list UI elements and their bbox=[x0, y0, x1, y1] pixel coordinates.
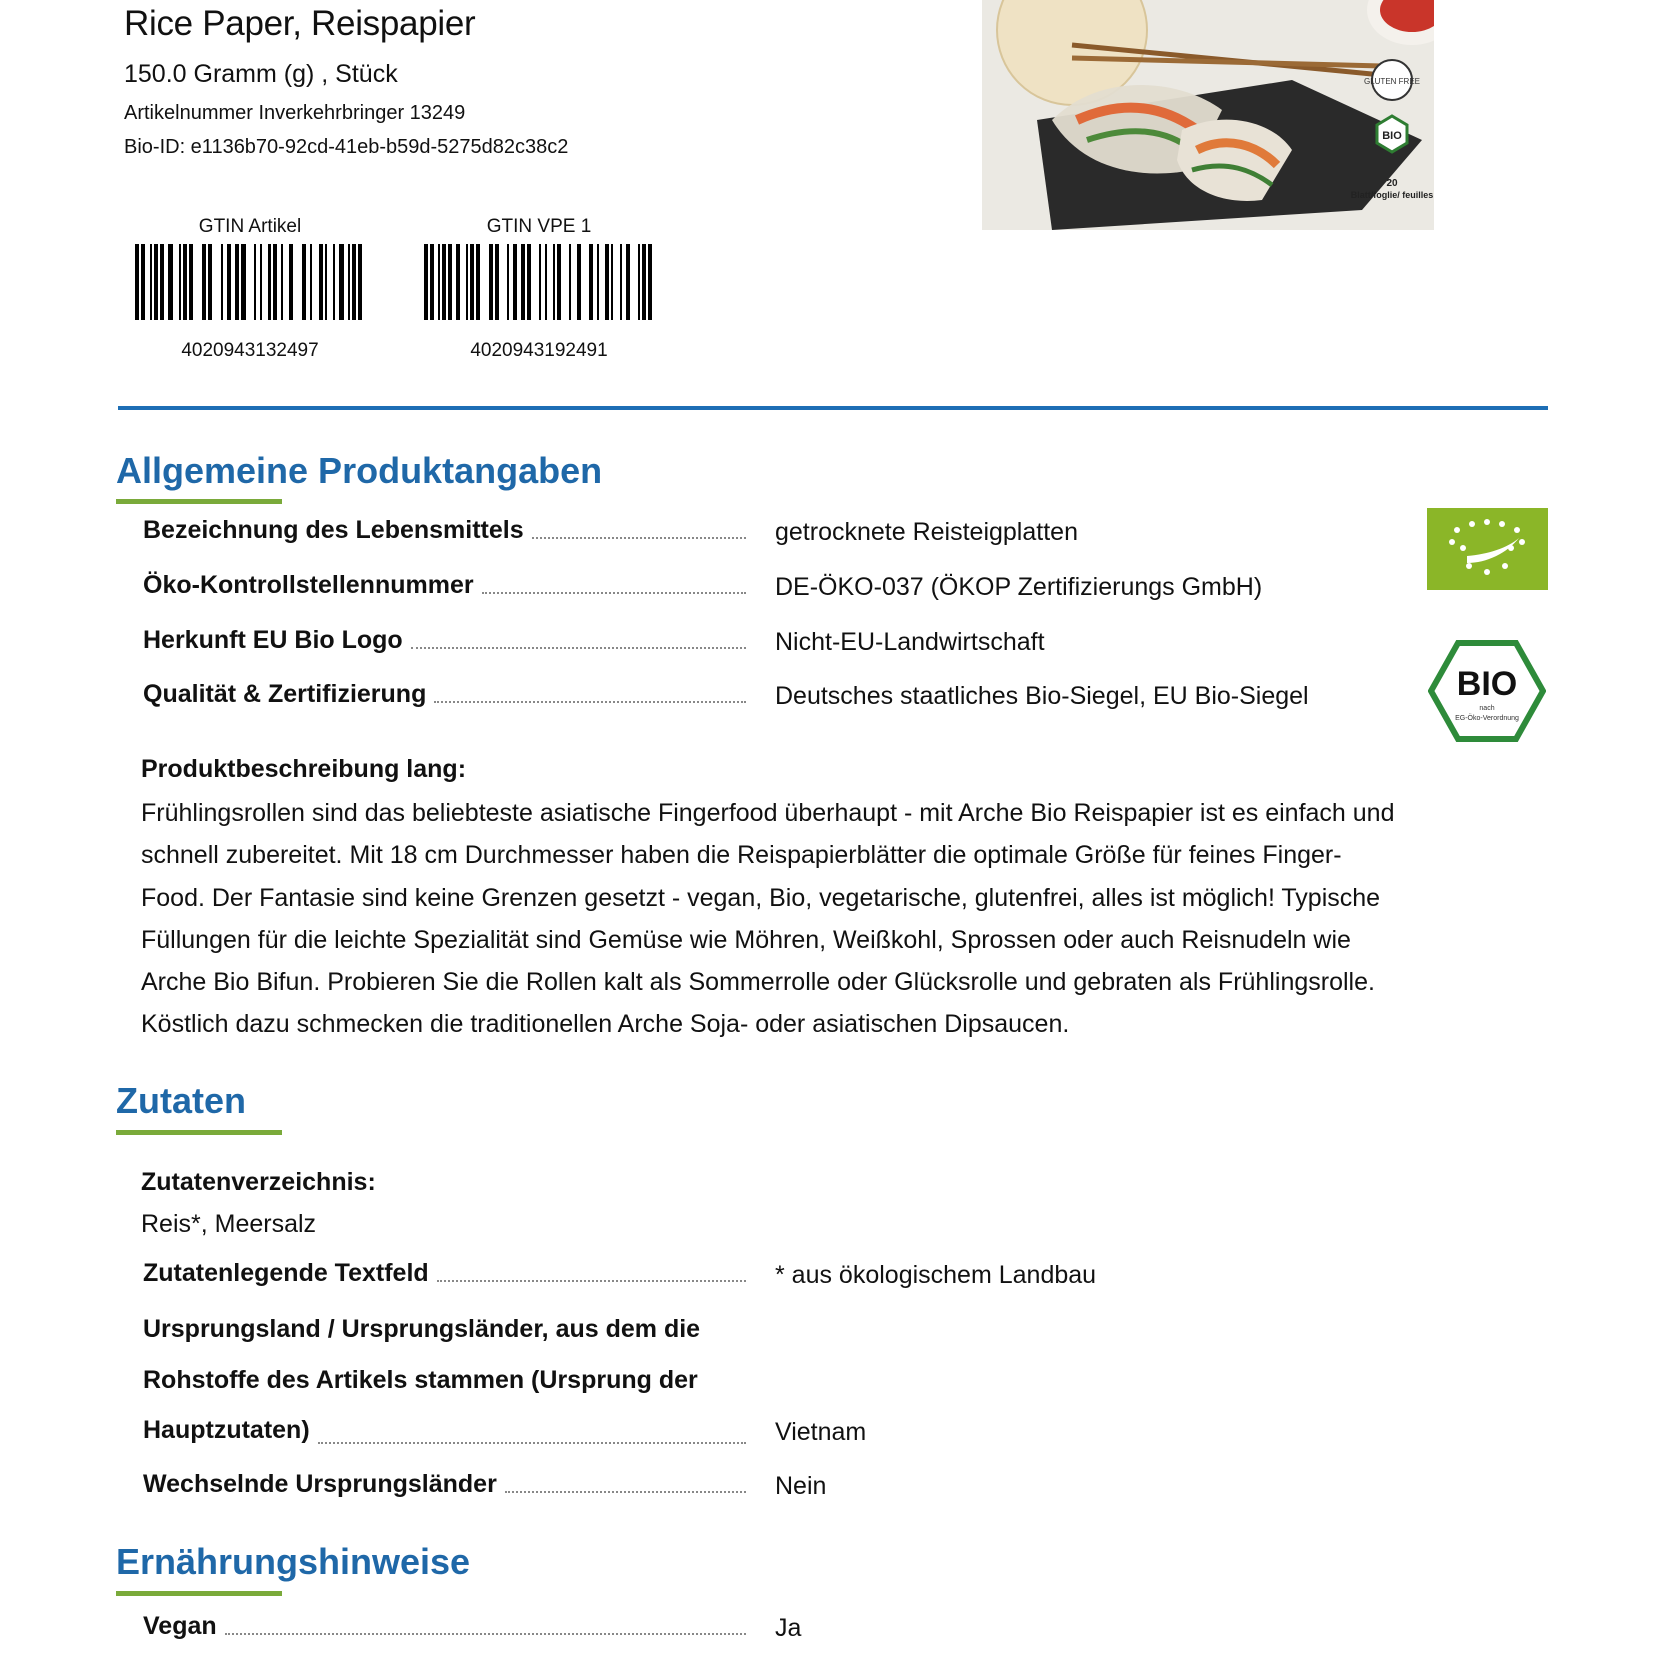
field-value: DE-ÖKO-037 (ÖKOP Zertifizierungs GmbH) bbox=[775, 573, 1263, 601]
bio-seal-small: EG-Öko-Verordnung bbox=[1455, 715, 1519, 722]
field-label: Vegan bbox=[143, 1612, 217, 1640]
field-label: Zutatenlegende Textfeld bbox=[143, 1259, 429, 1287]
product-title: Rice Paper, Reispapier bbox=[124, 4, 476, 43]
barcode-number: 4020943192491 bbox=[470, 340, 608, 361]
section-divider bbox=[118, 406, 1548, 410]
section-underline bbox=[116, 499, 282, 504]
barcode-bar bbox=[630, 244, 638, 320]
origin-label-line: Rohstoffe des Artikels stammen (Ursprung der bbox=[143, 1365, 698, 1394]
ingredients-label: Zutatenverzeichnis: bbox=[141, 1168, 376, 1196]
bio-seal-logo bbox=[1428, 640, 1546, 742]
origin-label-line: Ursprungsland / Ursprungsländer, aus dem die bbox=[143, 1315, 701, 1343]
barcode-gtin-vpe bbox=[424, 216, 654, 362]
barcode-gtin-article bbox=[135, 216, 365, 362]
field-label: Qualität & Zertifizierung bbox=[143, 680, 427, 708]
field-value: getrocknete Reisteigplatten bbox=[775, 518, 1078, 546]
section-heading-nutrition: Ernährungshinweise bbox=[116, 1541, 471, 1582]
barcode-label: GTIN VPE 1 bbox=[486, 216, 592, 237]
field-label: Öko-Kontrollstellennummer bbox=[143, 571, 474, 599]
eu-organic-logo bbox=[1427, 508, 1548, 590]
barcode-bars bbox=[135, 244, 365, 320]
bio-seal-small: nach bbox=[1479, 705, 1495, 712]
section-underline bbox=[116, 1130, 282, 1135]
section-underline bbox=[116, 1591, 282, 1596]
field-label: Bezeichnung des Lebensmittels bbox=[143, 516, 524, 544]
field-value: * aus ökologischem Landbau bbox=[775, 1261, 1097, 1289]
barcode-number: 4020943132497 bbox=[181, 340, 319, 361]
barcode-bar bbox=[193, 244, 201, 320]
product-size: 150.0 Gramm (g) , Stück bbox=[124, 60, 398, 88]
article-number: Artikelnummer Inverkehrbringer 13249 bbox=[124, 102, 466, 124]
pack-count: 20 bbox=[1386, 178, 1398, 189]
field-label: Herkunft EU Bio Logo bbox=[143, 626, 403, 654]
barcode-bar bbox=[581, 244, 589, 320]
barcode-bar bbox=[561, 244, 569, 320]
barcode-bar bbox=[499, 244, 507, 320]
bio-badge-small: BIO bbox=[1382, 130, 1402, 142]
barcode-bar bbox=[212, 244, 220, 320]
origin-value: Vietnam bbox=[775, 1418, 867, 1446]
field-value: Deutsches staatliches Bio-Siegel, EU Bio-Siegel bbox=[775, 682, 1309, 710]
barcode-bars bbox=[424, 244, 654, 320]
description-label: Produktbeschreibung lang: bbox=[141, 755, 467, 783]
field-value: Nein bbox=[775, 1472, 827, 1500]
ingredients-list: Reis*, Meersalz bbox=[141, 1210, 317, 1238]
section-heading-ingredients: Zutaten bbox=[116, 1080, 246, 1121]
barcode-bar bbox=[362, 244, 364, 320]
product-photo-illustration bbox=[982, 0, 1434, 230]
pack-text: Blatt/foglie/ feuilles bbox=[1350, 190, 1434, 200]
field-value: Nicht-EU-Landwirtschaft bbox=[775, 628, 1045, 656]
barcode-bar bbox=[531, 244, 539, 320]
barcode-bar bbox=[480, 244, 488, 320]
gluten-free-badge: GLUTEN FREE bbox=[1363, 77, 1421, 86]
field-value: Ja bbox=[775, 1614, 802, 1642]
product-image bbox=[982, 0, 1434, 230]
barcode-bar bbox=[293, 244, 301, 320]
origin-label bbox=[143, 1304, 748, 1456]
description-text: Frühlingsrollen sind das beliebteste asiatische Fingerfood überhaupt - mit Arche Bio Reispapier ist es einfach und schnell zubereitet. Mit 18 cm Durchmesser haben die Reispapierblätter die optimale Größe für feines Finger-Food. Der Fantasie sind keine Grenzen gesetzt - vegan, Bio, vegetarische, glutenfrei, alles ist möglich! Typische Füllungen für die leichte Spezialität sind Gemüse wie Möhren, Weißkohl, Sprossen oder auch Reisnudeln wie Arche Bio Bifun. Probieren Sie die Rollen kalt als Sommerrolle oder Glücksrolle und gebraten als Frühlingsrolle. Köstlich dazu schmecken die traditionellen Arche Soja- oder asiatischen Dipsaucen. bbox=[141, 799, 1395, 1039]
barcode-label: GTIN Artikel bbox=[198, 216, 302, 237]
section-heading-general: Allgemeine Produktangaben bbox=[116, 450, 603, 491]
barcode-bar bbox=[652, 244, 654, 320]
origin-label-line: Hauptzutaten) bbox=[143, 1416, 310, 1444]
bio-seal-text: BIO bbox=[1456, 665, 1518, 703]
barcode-bar bbox=[246, 244, 254, 320]
bio-id: Bio-ID: e1136b70-92cd-41eb-b59d-5275d82c38c2 bbox=[124, 136, 569, 158]
field-label: Wechselnde Ursprungsländer bbox=[143, 1470, 497, 1498]
